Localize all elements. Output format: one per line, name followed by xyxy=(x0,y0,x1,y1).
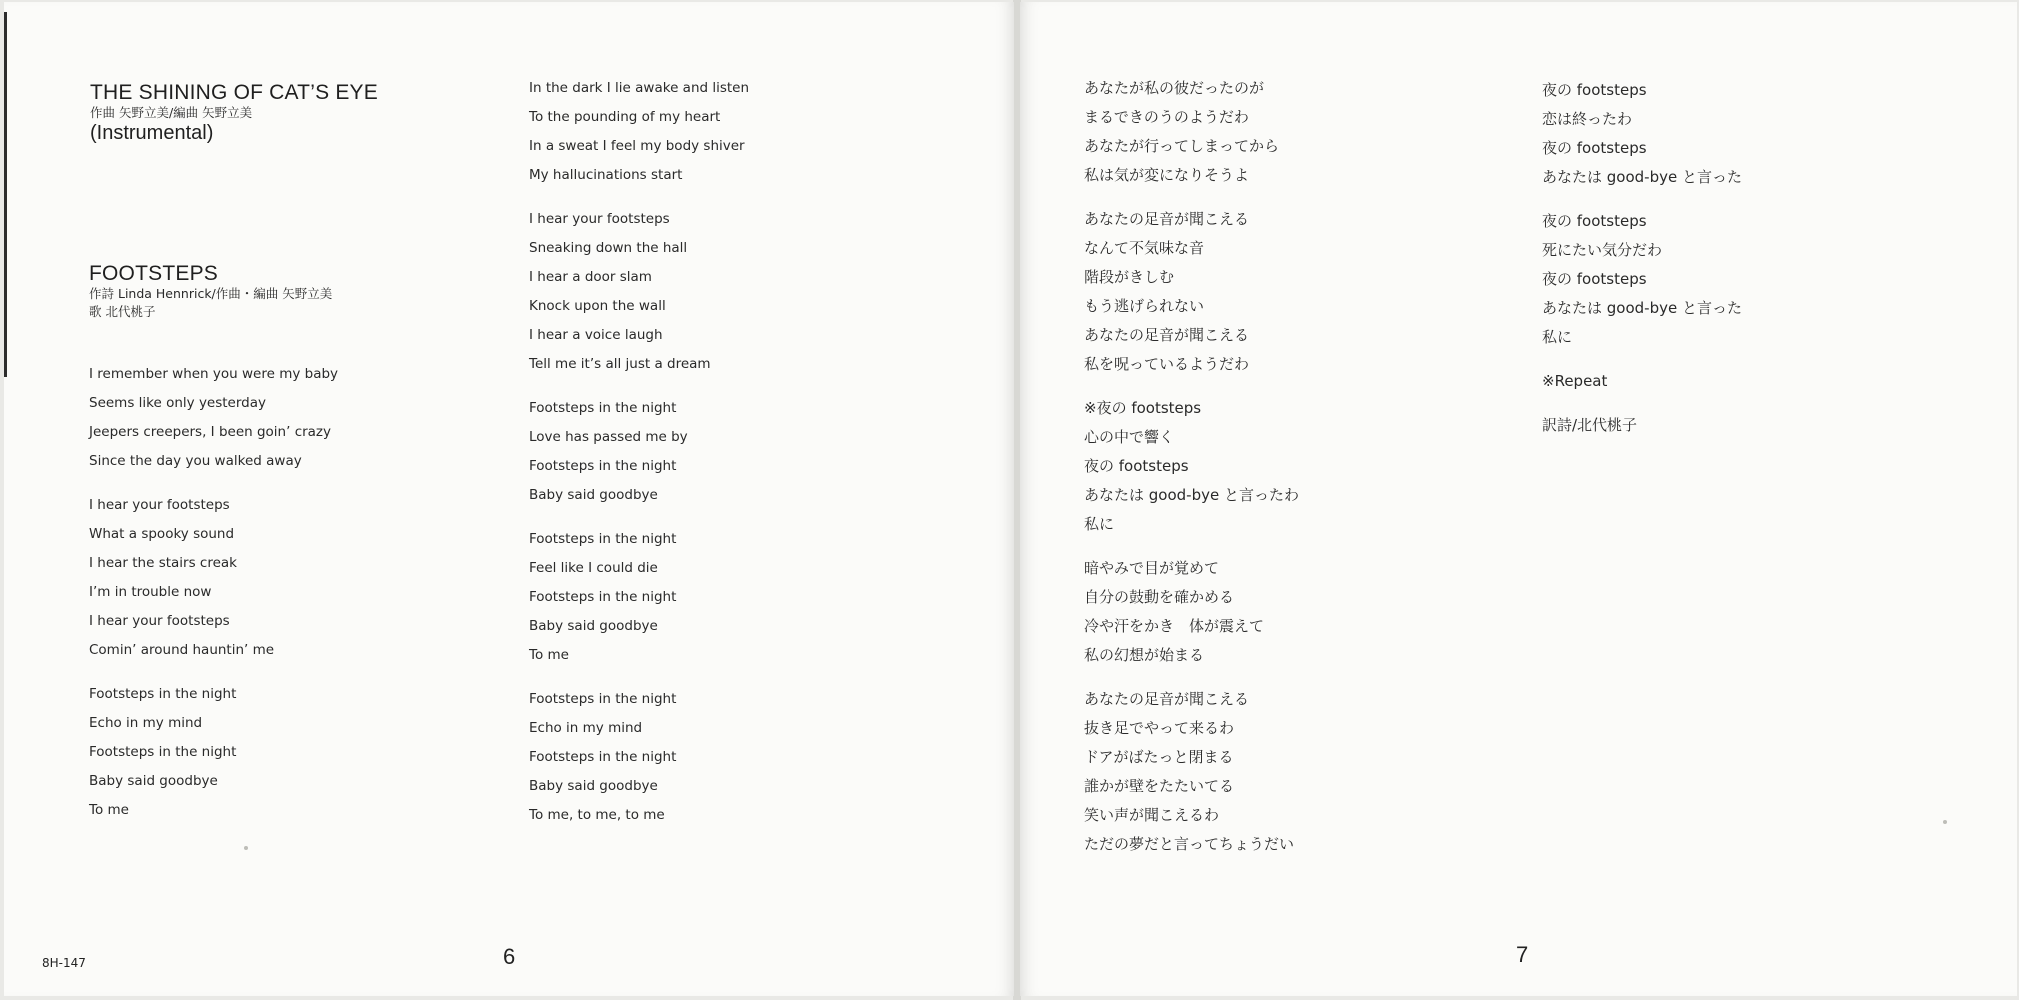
catalog-code: 8H-147 xyxy=(42,956,86,970)
lyric-line: Footsteps in the night xyxy=(529,589,677,605)
lyric-line: Sneaking down the hall xyxy=(529,240,688,256)
lyric-line: 笑い声が聞こえるわ xyxy=(1084,806,1220,824)
lyric-line: Baby said goodbye xyxy=(89,773,218,789)
song2-header xyxy=(89,263,332,321)
lyric-line: I’m in trouble now xyxy=(89,584,212,600)
lyric-line: 恋は終ったわ xyxy=(1542,110,1633,128)
lyric-line: Seems like only yesterday xyxy=(89,395,267,411)
lyric-line: To me xyxy=(89,802,129,818)
lyric-line: ドアがばたっと閉まる xyxy=(1084,748,1234,766)
lyrics-stanza xyxy=(1084,394,1299,539)
lyrics-stanza xyxy=(89,680,338,825)
song1-title: THE SHINING OF CAT’S EYE xyxy=(90,81,378,104)
song2-credit-writers: 作詩 Linda Hennrick/作曲・編曲 矢野立美 xyxy=(89,286,333,301)
lyrics-column-japanese-1 xyxy=(1084,74,1299,874)
lyrics-stanza xyxy=(529,205,749,379)
lyric-line: Baby said goodbye xyxy=(529,778,658,794)
song1-subtitle: (Instrumental) xyxy=(90,122,214,144)
lyric-line: 私を呪っているようだわ xyxy=(1084,355,1250,373)
lyrics-stanza xyxy=(1542,207,1742,352)
lyric-line: あなたの足音が聞こえる xyxy=(1084,326,1250,344)
lyric-line: 暗やみで目が覚めて xyxy=(1084,559,1220,577)
lyric-line: Footsteps in the night xyxy=(529,749,677,765)
lyrics-stanza xyxy=(1084,685,1299,859)
lyric-line: 自分の鼓動を確かめる xyxy=(1084,588,1235,606)
lyric-line: Footsteps in the night xyxy=(529,691,677,707)
lyric-line: I hear a voice laugh xyxy=(529,327,663,343)
lyric-line: 誰かが壁をたたいてる xyxy=(1084,777,1235,795)
lyric-line: To me, to me, to me xyxy=(529,807,665,823)
lyric-line: 死にたい気分だわ xyxy=(1542,241,1663,259)
lyric-line: あなたの足音が聞こえる xyxy=(1084,210,1250,228)
lyric-line: まるできのうのようだわ xyxy=(1084,108,1249,126)
lyric-line: 階段がきしむ xyxy=(1084,268,1175,286)
lyric-line: 夜の footsteps xyxy=(1542,212,1647,230)
lyric-line: 私の幻想が始まる xyxy=(1084,646,1205,664)
lyric-line: 夜の footsteps xyxy=(1542,270,1647,288)
lyric-line: In a sweat I feel my body shiver xyxy=(529,138,745,154)
lyric-line: 夜の footsteps xyxy=(1542,81,1647,99)
lyric-line: I hear your footsteps xyxy=(89,613,230,629)
lyric-line: ただの夢だと言ってちょうだい xyxy=(1084,835,1295,853)
lyrics-stanza xyxy=(89,360,338,476)
lyric-line: To the pounding of my heart xyxy=(529,109,721,125)
lyric-line: Echo in my mind xyxy=(89,715,203,731)
paper-speck xyxy=(1943,820,1947,824)
lyrics-stanza xyxy=(1084,74,1299,190)
lyric-line: What a spooky sound xyxy=(89,526,235,542)
lyric-line: あなたは good-bye と言った xyxy=(1542,299,1742,317)
right-page xyxy=(1020,2,2017,996)
lyric-line: Jeepers creepers, I been goin’ crazy xyxy=(89,424,332,440)
lyric-line: Tell me it’s all just a dream xyxy=(529,356,711,372)
lyric-line: 私に xyxy=(1542,328,1573,346)
lyric-line: Since the day you walked away xyxy=(89,453,302,469)
lyric-line: もう逃げられない xyxy=(1084,297,1205,315)
lyric-line: なんて不気味な音 xyxy=(1084,239,1205,257)
lyric-line: Footsteps in the night xyxy=(529,531,677,547)
lyric-line: In the dark I lie awake and listen xyxy=(529,80,750,96)
lyrics-stanza xyxy=(529,685,749,830)
lyric-line: 夜の footsteps xyxy=(1084,457,1189,475)
lyric-line: あなたは good-bye と言ったわ xyxy=(1084,486,1299,504)
lyric-line: To me xyxy=(529,647,569,663)
lyric-line: I remember when you were my baby xyxy=(89,366,339,382)
left-page xyxy=(4,2,1014,996)
lyrics-stanza xyxy=(89,491,338,665)
lyric-line: My hallucinations start xyxy=(529,167,683,183)
song2-title: FOOTSTEPS xyxy=(89,262,218,285)
lyric-line: 心の中で響く xyxy=(1084,428,1175,446)
lyric-line: 私は気が変になりそうよ xyxy=(1084,166,1250,184)
lyric-line: I hear your footsteps xyxy=(529,211,670,227)
lyrics-stanza xyxy=(1084,554,1299,670)
lyrics-stanza xyxy=(1542,367,1742,396)
song1-credits: 作曲 矢野立美/編曲 矢野立美 xyxy=(90,105,253,120)
lyrics-stanza xyxy=(529,394,749,510)
lyric-line: Comin’ around hauntin’ me xyxy=(89,642,275,658)
lyric-line: Footsteps in the night xyxy=(89,744,237,760)
lyric-line: 抜き足でやって来るわ xyxy=(1084,719,1235,737)
lyric-line: I hear the stairs creak xyxy=(89,555,237,571)
song2-credit-singer: 歌 北代桃子 xyxy=(89,304,156,319)
lyric-line: Feel like I could die xyxy=(529,560,658,576)
lyric-line: あなたの足音が聞こえる xyxy=(1084,690,1250,708)
lyric-line: Footsteps in the night xyxy=(529,458,677,474)
lyrics-column-english-1 xyxy=(89,360,338,840)
page-number-left: 6 xyxy=(503,944,516,969)
lyric-line: Knock upon the wall xyxy=(529,298,666,314)
lyric-line: Footsteps in the night xyxy=(89,686,237,702)
page-number-right: 7 xyxy=(1516,942,1529,967)
lyric-line: 冷や汗をかき 体が震えて xyxy=(1084,617,1265,635)
song1-header xyxy=(90,82,378,144)
lyrics-stanza xyxy=(529,525,749,670)
lyrics-stanza xyxy=(1084,205,1299,379)
lyric-line: I hear your footsteps xyxy=(89,497,230,513)
lyric-line: Echo in my mind xyxy=(529,720,643,736)
lyrics-column-japanese-2 xyxy=(1542,76,1742,455)
lyric-line: I hear a door slam xyxy=(529,269,652,285)
lyrics-stanza xyxy=(1542,411,1742,440)
lyric-line: Baby said goodbye xyxy=(529,618,658,634)
lyric-line: 夜の footsteps xyxy=(1542,139,1647,157)
lyrics-column-english-2 xyxy=(529,74,749,845)
lyric-line: 私に xyxy=(1084,515,1115,533)
lyrics-stanza xyxy=(529,74,749,190)
lyric-line: Baby said goodbye xyxy=(529,487,658,503)
lyric-line: あなたが私の彼だったのが xyxy=(1084,79,1265,97)
lyrics-stanza xyxy=(1542,76,1742,192)
lyric-line: あなたが行ってしまってから xyxy=(1084,137,1280,155)
lyric-line: Love has passed me by xyxy=(529,429,688,445)
lyric-line: ※Repeat xyxy=(1542,372,1608,390)
lyric-line: Footsteps in the night xyxy=(529,400,677,416)
lyric-line: ※夜の footsteps xyxy=(1084,399,1202,417)
paper-speck xyxy=(244,846,248,850)
lyric-line: あなたは good-bye と言った xyxy=(1542,168,1742,186)
lyric-line: 訳詩/北代桃子 xyxy=(1542,416,1638,434)
